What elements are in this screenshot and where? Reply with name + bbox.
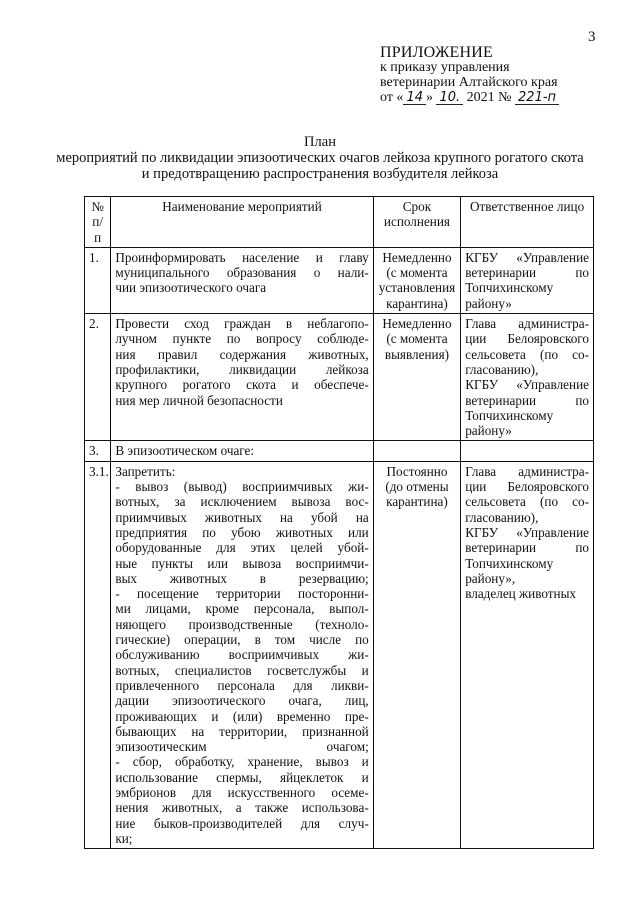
cell-name-line: Запретить: — [115, 463, 176, 479]
cell-term-line: карантина) — [386, 295, 448, 311]
cell-name — [111, 247, 373, 313]
cell-name-line: муниципального образования о нали- — [115, 265, 369, 281]
cell-resp-line: Топчихинскому — [465, 407, 554, 423]
cell-resp-line: Глава администра- — [465, 316, 589, 332]
cell-name-line: ния мер личной безопасности — [115, 392, 283, 408]
page-number: 3 — [588, 29, 596, 45]
cell-name-line: вых животных в резервацию; — [115, 570, 369, 586]
cell-name-line: ми лицами, кроме персонала, выпол- — [115, 601, 369, 617]
cell-resp-line: сельсовета (по со- — [465, 494, 589, 510]
cell-term-line: (с момента — [386, 265, 448, 281]
cell-resp-line: ветеринарии по — [465, 392, 589, 408]
cell-num: 3. — [85, 441, 111, 461]
header-num — [85, 197, 111, 248]
appendix-heading: ПРИЛОЖЕНИЕ — [380, 44, 494, 61]
header-term — [373, 197, 460, 248]
cell-resp-line: сельсовета (по со- — [465, 346, 589, 362]
cell-resp-line: району» — [465, 423, 512, 439]
cell-resp-line: Глава администра- — [465, 463, 589, 479]
cell-resp — [461, 441, 594, 461]
cell-name-line: дации эпизоотического очага, лиц, — [115, 693, 369, 709]
cell-name-line: проживающих и (или) временно пре- — [115, 708, 369, 724]
cell-name-line: вотных, специалистов госветслужбы и — [115, 662, 369, 678]
cell-resp — [461, 461, 594, 848]
cell-resp-line: гласованию), — [465, 509, 539, 525]
date-prefix: от « — [380, 90, 404, 105]
cell-resp-line: КГБУ «Управление — [465, 524, 589, 540]
plan-title-line-2: мероприятий по ликвидации эпизоотических очагов лейкоза крупного рогатого скота — [56, 150, 584, 166]
cell-name-line: В эпизоотическом очаге: — [115, 443, 255, 459]
cell-num: 3.1. — [85, 461, 111, 848]
date-year: 2021 № — [466, 90, 512, 105]
cell-resp — [461, 247, 594, 313]
cell-name-line: эмбрионов для искусственного осеме- — [115, 784, 369, 800]
plan-title-line-1: План — [304, 134, 336, 150]
cell-term-line: Немедленно — [382, 316, 452, 332]
cell-term-line: Немедленно — [382, 249, 452, 265]
cell-name-line: эпизоотическим очагом; — [115, 739, 369, 755]
cell-name-line: обслуживанию восприимчивых жи- — [115, 647, 369, 663]
cell-name-line: вотных, за исключением вывоза вос- — [115, 494, 369, 510]
cell-term — [373, 247, 460, 313]
order-number: 221-п — [515, 91, 559, 105]
measures-table — [84, 196, 594, 849]
cell-name-line: использование спермы, яйцеклеток и — [115, 769, 369, 785]
cell-term-line: (с момента — [386, 331, 448, 347]
cell-name-line: - сбор, обработку, хранение, вывоз и — [115, 754, 369, 770]
date-day: 14 — [403, 91, 426, 105]
cell-resp-line: Топчихинскому — [465, 555, 554, 571]
appendix-block — [380, 45, 559, 105]
header-num-line: № — [91, 199, 104, 214]
cell-name-line: оборудованные для этих целей убой- — [115, 540, 369, 556]
cell-resp — [461, 314, 594, 441]
cell-name-line: крупного рогатого скота и обеспече- — [115, 377, 369, 393]
table-row — [85, 247, 594, 313]
cell-name-line: лучном пункте по вопросу соблюде- — [115, 331, 369, 347]
cell-resp-line: ции Белояровского — [465, 331, 589, 347]
cell-term — [373, 461, 460, 848]
cell-term-line: Постоянно — [386, 463, 448, 479]
appendix-date-line — [380, 90, 559, 105]
cell-num: 2. — [85, 314, 111, 441]
cell-name — [111, 314, 373, 441]
cell-name-line: бывающих на территории, признанной — [115, 723, 369, 739]
cell-name-line: няющего производственные (техноло- — [115, 616, 369, 632]
appendix-line-2: ветеринарии Алтайского края — [380, 75, 558, 90]
cell-name-line: ки; — [115, 830, 133, 846]
cell-name — [111, 461, 373, 848]
header-term-line: исполнения — [383, 214, 450, 230]
cell-name-line: - посещение территории посторонни- — [115, 586, 369, 602]
cell-resp-line: ции Белояровского — [465, 479, 589, 495]
cell-resp-line: ветеринарии по — [465, 540, 589, 556]
cell-term-line: выявления) — [384, 346, 450, 362]
table-row — [85, 314, 594, 441]
cell-name-line: ние быков-производителей для случ- — [115, 815, 369, 831]
date-mid: » — [425, 90, 433, 105]
cell-name-line: - вывоз (вывод) восприимчивых жи- — [115, 479, 369, 495]
cell-num: 1. — [85, 247, 111, 313]
table-row — [85, 441, 594, 461]
cell-name-line: профилактики, ликвидации лейкоза — [115, 361, 369, 377]
cell-term-line: установления — [378, 280, 456, 296]
plan-title — [0, 134, 640, 182]
header-name — [111, 197, 373, 248]
cell-term — [373, 441, 460, 461]
header-resp-line: Ответственное лицо — [470, 199, 585, 214]
date-month: 10. — [436, 91, 463, 105]
cell-name-line: приимчивых животных на убой на — [115, 509, 369, 525]
cell-resp-line: КГБУ «Управление — [465, 249, 589, 265]
cell-resp-line: Топчихинскому — [465, 280, 554, 296]
cell-term — [373, 314, 460, 441]
cell-resp-line: району», — [465, 570, 516, 586]
appendix-line-1: к приказу управления — [380, 60, 510, 75]
cell-name-line: ния правил содержания животных, — [115, 346, 369, 362]
cell-resp-line: району» — [465, 295, 512, 311]
header-name-line: Наименование мероприятий — [162, 199, 322, 214]
plan-title-line-3: и предотвращению распространения возбудителя лейкоза — [141, 166, 499, 182]
cell-resp-line: гласованию), — [465, 361, 539, 377]
header-resp — [461, 197, 594, 248]
cell-name-line: гические) операции, в том числе по — [115, 632, 369, 648]
cell-name-line: Проинформировать население и главу — [115, 249, 369, 265]
cell-resp-line: владелец животных — [465, 586, 577, 602]
table-header-row — [85, 197, 594, 248]
cell-name-line: нения животных, а также использова- — [115, 800, 369, 816]
cell-name-line: чии эпизоотического очага — [115, 280, 267, 296]
header-num-line: п/п — [92, 214, 104, 245]
cell-name-line: ные пункты или вывоза восприимчи- — [115, 555, 369, 571]
cell-term-line: (до отмены — [385, 479, 449, 495]
header-term-line: Срок — [402, 199, 432, 214]
cell-term-line: карантина) — [386, 494, 448, 510]
cell-resp-line: ветеринарии по — [465, 265, 589, 281]
cell-name — [111, 441, 373, 461]
cell-name-line: привлеченного персонала для ликви- — [115, 677, 369, 693]
table-row — [85, 461, 594, 848]
cell-name-line: предприятия по убою животных или — [115, 524, 369, 540]
cell-name-line: Провести сход граждан в неблагопо- — [115, 316, 369, 332]
cell-resp-line: КГБУ «Управление — [465, 377, 589, 393]
